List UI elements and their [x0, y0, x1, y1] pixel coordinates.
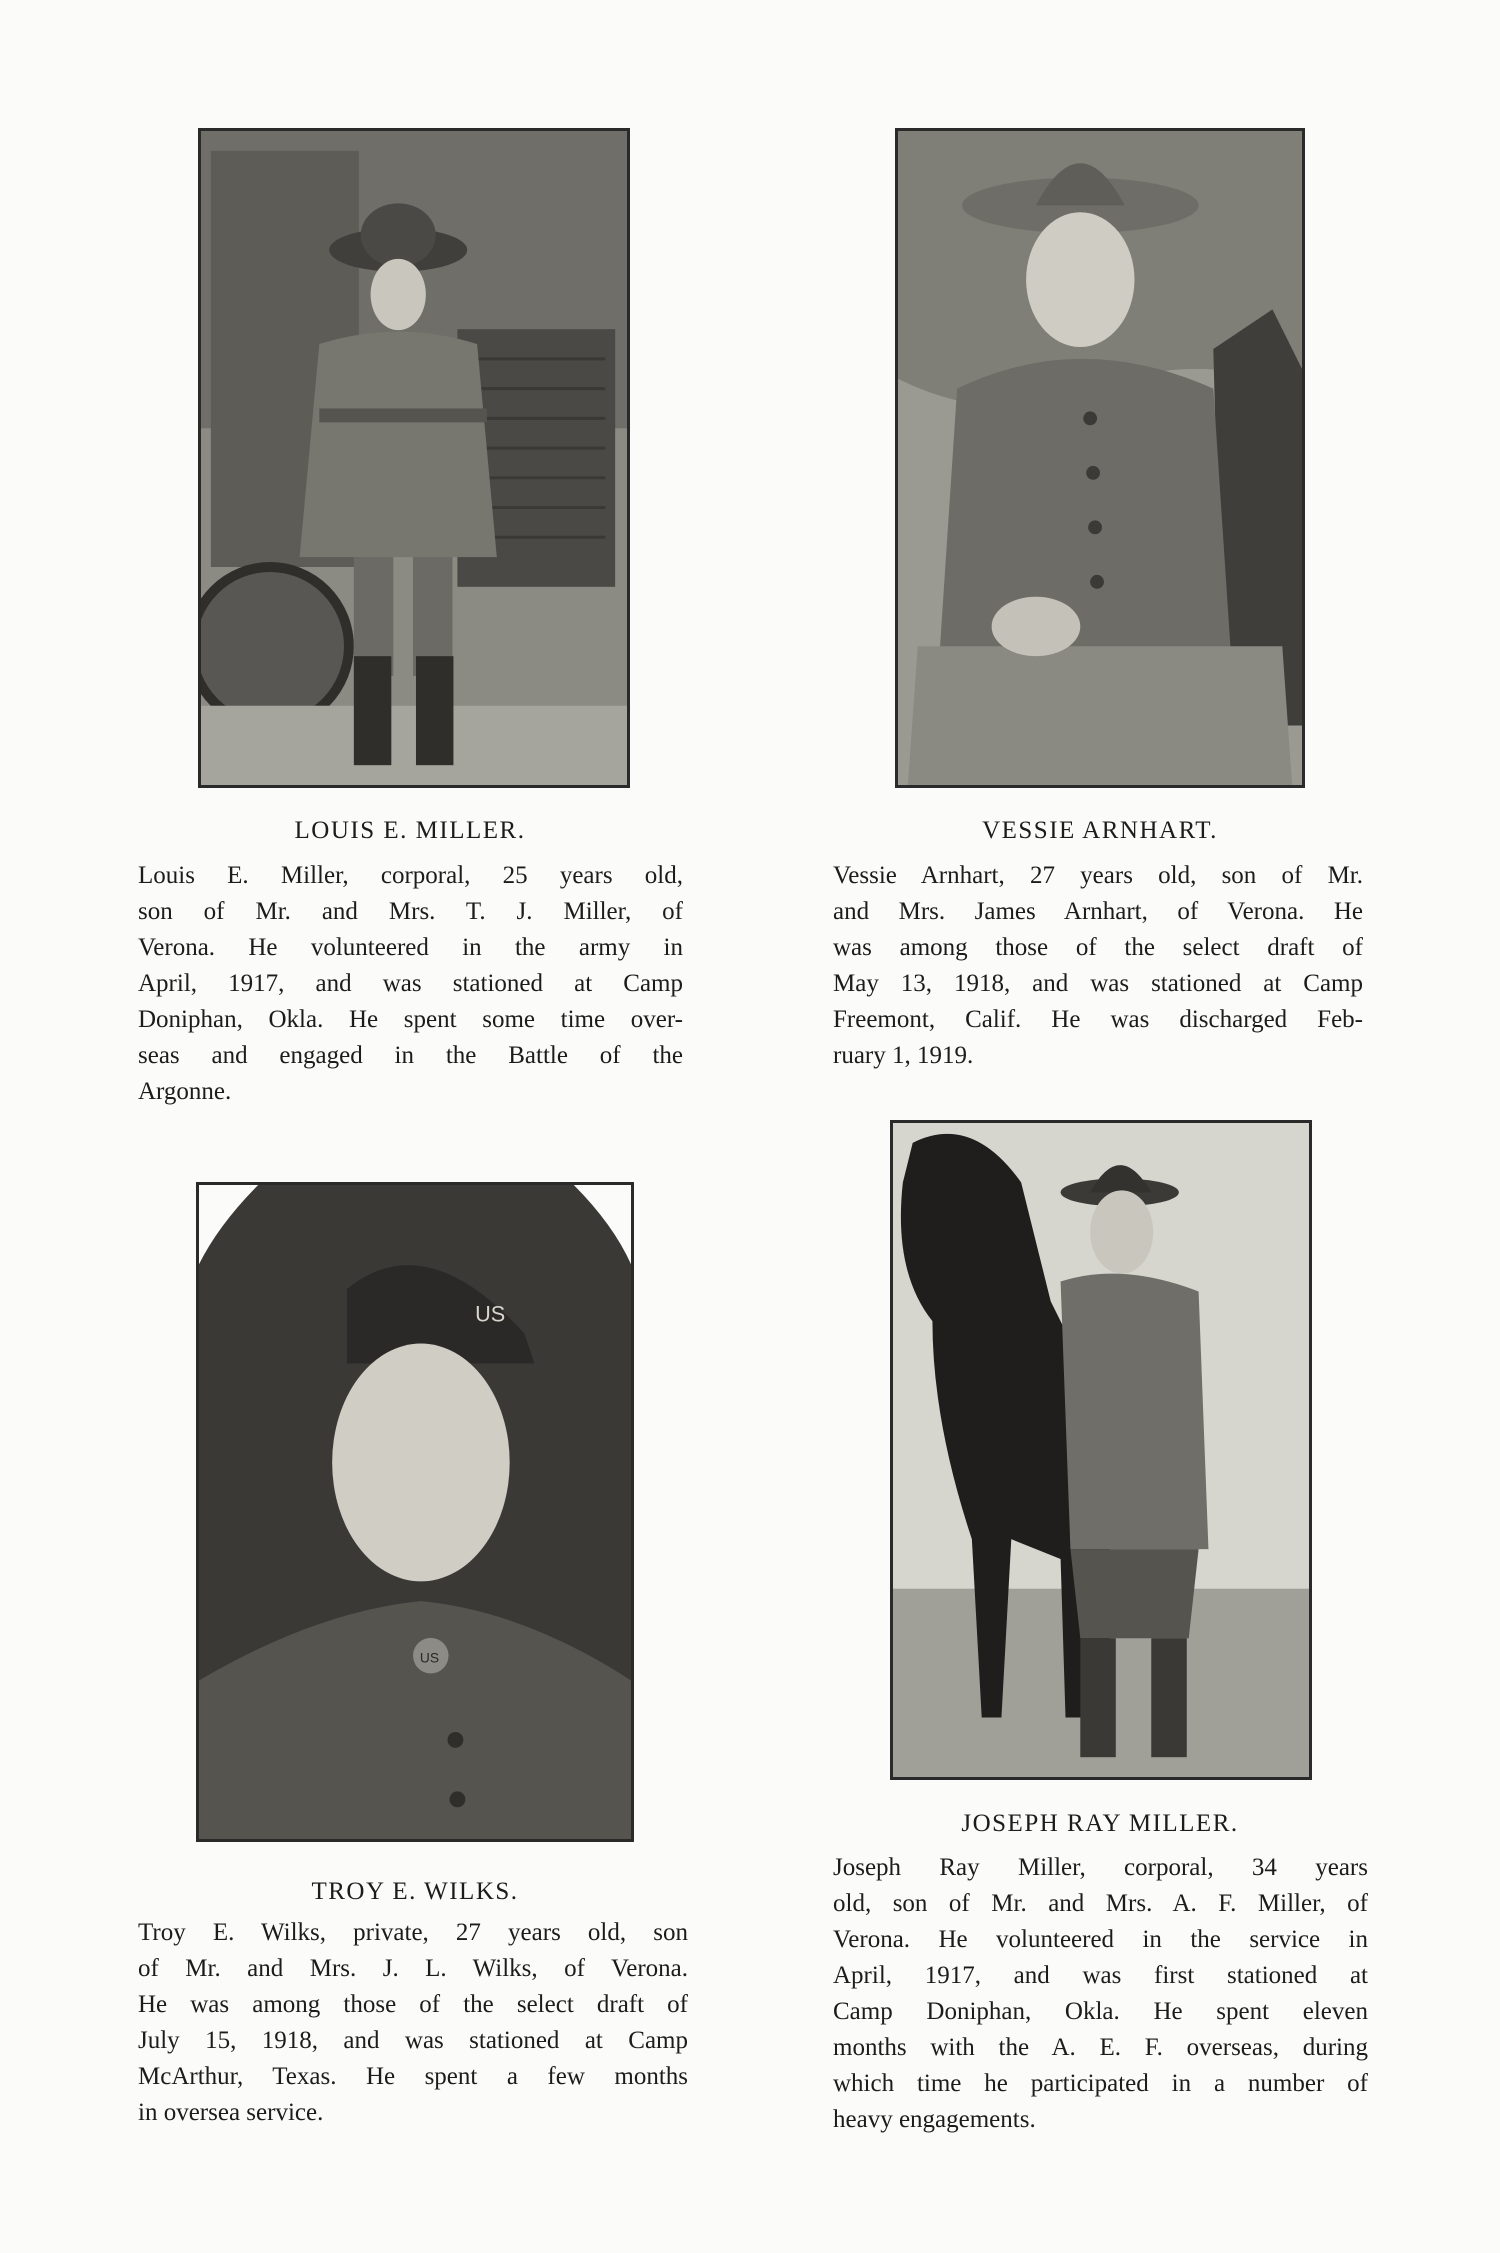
soldier-name-joseph-ray-miller: JOSEPH RAY MILLER. — [961, 1810, 1239, 1837]
soldier-by-truck-illustration — [201, 131, 627, 785]
bio-line: which time he participated in a number of — [833, 2070, 1368, 2097]
bio-line: Verona. He volunteered in the army in — [138, 934, 683, 961]
bio-line: Joseph Ray Miller, corporal, 34 years — [833, 1854, 1368, 1881]
bio-vessie-arnhart — [833, 858, 1363, 1074]
bio-line: McArthur, Texas. He spent a few months — [138, 2063, 688, 2090]
bio-line: Louis E. Miller, corporal, 25 years old, — [138, 862, 683, 889]
soldier-name-louis-miller: LOUIS E. MILLER. — [294, 817, 526, 844]
soldier-name-troy-wilks: TROY E. WILKS. — [311, 1878, 519, 1905]
bio-line: in oversea service. — [138, 2099, 324, 2126]
bio-line: April, 1917, and was first stationed at — [833, 1962, 1368, 1989]
bio-troy-wilks — [138, 1915, 688, 2131]
bio-line: and Mrs. James Arnhart, of Verona. He — [833, 898, 1363, 925]
photo-louis-miller — [198, 128, 630, 788]
bio-line: He was among those of the select draft of — [138, 1991, 688, 2018]
bio-line: old, son of Mr. and Mrs. A. F. Miller, of — [833, 1890, 1368, 1917]
bio-line: heavy engagements. — [833, 2106, 1036, 2133]
soldier-name-vessie-arnhart: VESSIE ARNHART. — [982, 817, 1218, 844]
seated-soldier-illustration — [898, 131, 1302, 785]
bio-line: Argonne. — [138, 1078, 232, 1105]
soldier-with-horse-illustration — [893, 1123, 1309, 1777]
cap-insignia: US — [475, 1301, 506, 1327]
bio-line: Doniphan, Okla. He spent some time over- — [138, 1006, 683, 1033]
bio-joseph-ray-miller — [833, 1850, 1368, 2138]
bio-line: Vessie Arnhart, 27 years old, son of Mr. — [833, 862, 1363, 889]
bio-line: months with the A. E. F. overseas, during — [833, 2034, 1368, 2061]
bio-line: April, 1917, and was stationed at Camp — [138, 970, 683, 997]
collar-insignia: US — [419, 1649, 440, 1666]
bio-line: Freemont, Calif. He was discharged Feb- — [833, 1006, 1363, 1033]
bio-line: of Mr. and Mrs. J. L. Wilks, of Verona. — [138, 1955, 688, 1982]
bio-line: Troy E. Wilks, private, 27 years old, son — [138, 1919, 688, 1946]
bio-line: July 15, 1918, and was stationed at Camp — [138, 2027, 688, 2054]
bio-line: Verona. He volunteered in the service in — [833, 1926, 1368, 1953]
bio-line: seas and engaged in the Battle of the — [138, 1042, 683, 1069]
bio-line: Camp Doniphan, Okla. He spent eleven — [833, 1998, 1368, 2025]
photo-joseph-ray-miller — [890, 1120, 1312, 1780]
photo-troy-wilks — [196, 1182, 634, 1842]
bio-line: son of Mr. and Mrs. T. J. Miller, of — [138, 898, 683, 925]
bio-line: ruary 1, 1919. — [833, 1042, 974, 1069]
bio-line: was among those of the select draft of — [833, 934, 1363, 961]
bio-louis-miller — [138, 858, 683, 1110]
photo-vessie-arnhart — [895, 128, 1305, 788]
portrait-soldier-illustration — [199, 1185, 631, 1839]
bio-line: May 13, 1918, and was stationed at Camp — [833, 970, 1363, 997]
